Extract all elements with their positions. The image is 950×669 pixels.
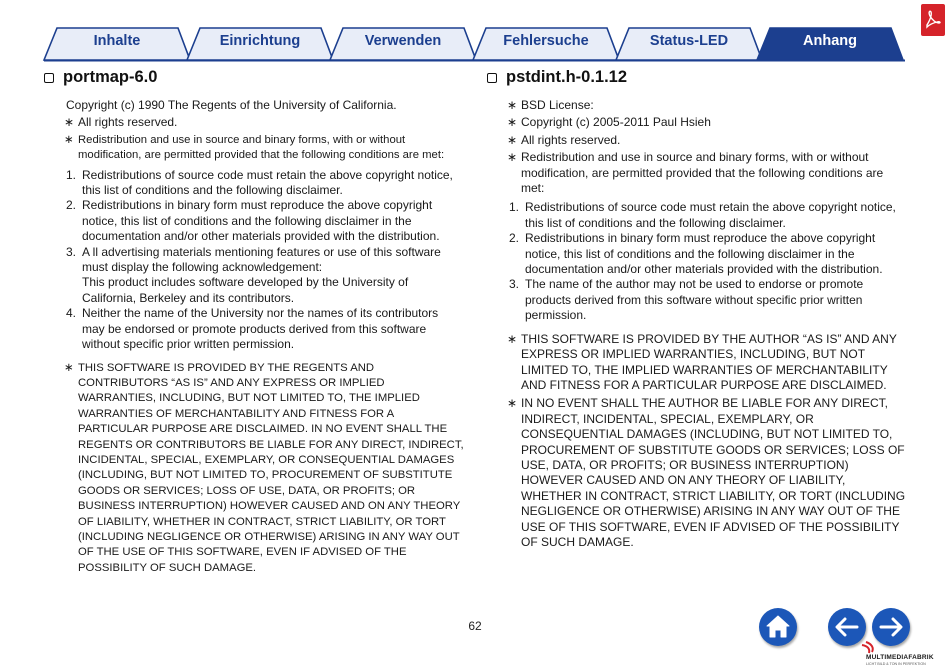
list-item — [507, 133, 907, 148]
condition-text: Redistributions of source code must retain the above copyright notice, this list of conditions and the following disclaimer. — [525, 200, 896, 230]
asterisk-bullet: ∗ — [64, 133, 74, 146]
asterisk-bullet: ∗ — [507, 98, 518, 112]
condition-item — [44, 245, 464, 307]
condition-text: A ll advertising materials mentioning features or use of this software must display the following acknowledgement: — [82, 244, 441, 275]
disclaimer-block — [507, 332, 907, 394]
item-number: 1. — [509, 200, 520, 215]
list-item-text: BSD License: — [521, 98, 594, 112]
disclaimer-text: THIS SOFTWARE IS PROVIDED BY THE AUTHOR “AS IS” AND ANY EXPRESS OR IMPLIED WARRANTIES, INCLUDING, BUT NOT LIMITED TO, THE IMPLIED WARRANTIES OF MERCHANTABILITY AND FITNESS FOR A PARTICULAR PURPOSE ARE DISCLAIMED. — [521, 331, 897, 392]
left-column — [44, 68, 464, 578]
asterisk-bullet: ∗ — [507, 115, 518, 130]
item-number: 3. — [66, 244, 77, 259]
tab-label-verwenden[interactable]: Verwenden — [364, 33, 442, 49]
list-item-text: Copyright (c) 2005-2011 Paul Hsieh — [521, 115, 711, 130]
list-item-text: Redistribution and use in source and binary forms, with or without modification, are permitted provided that the following conditions are met: — [78, 133, 445, 162]
condition-item — [44, 168, 464, 199]
item-number: 1. — [66, 167, 77, 182]
right-column — [487, 68, 907, 552]
condition-text: Redistributions in binary form must reproduce the above copyright notice, this list of conditions and the following disclaimer in the documentation and/or other materials provided with the distribution. — [525, 231, 883, 277]
condition-text: Redistributions in binary form must reproduce the above copyright notice, this list of conditions and the following disclaimer in the documentation and/or other materials provided with the distribution. — [82, 198, 440, 244]
condition-item — [487, 200, 907, 231]
tab-label-einrichtung[interactable]: Einrichtung — [219, 33, 301, 49]
item-number: 4. — [66, 306, 77, 321]
tab-label-anhang[interactable]: Anhang — [803, 33, 857, 49]
copyright-line: Copyright (c) 1990 The Regents of the University of California. — [66, 98, 397, 112]
condition-item — [44, 198, 464, 244]
checkbox-square-icon — [44, 73, 54, 83]
section-heading-pstdint — [487, 68, 907, 87]
section-heading-portmap — [44, 68, 464, 87]
list-item-text: All rights reserved. — [521, 132, 621, 147]
condition-item — [44, 306, 464, 352]
tab-label-status-led[interactable]: Status-LED — [649, 33, 729, 49]
home-icon — [759, 608, 797, 646]
home-button[interactable] — [759, 608, 797, 646]
item-number: 2. — [66, 198, 77, 213]
asterisk-bullet: ∗ — [64, 361, 74, 374]
section-title: portmap-6.0 — [63, 68, 158, 86]
numbered-conditions — [487, 200, 907, 323]
list-item-text: All rights reserved. — [78, 115, 178, 130]
list-item-text: Redistribution and use in source and binary forms, with or without modification, are permitted provided that the following conditions are met: — [521, 150, 884, 196]
disclaimer-text: THIS SOFTWARE IS PROVIDED BY THE REGENTS AND CONTRIBUTORS “AS IS” AND ANY EXPRESS OR IMPLIED WARRANTIES, INCLUDING, BUT NOT LIMITED TO, THE IMPLIED WARRANTIES OF MERCHANTABILITY AND FITNESS FOR A PARTICULAR PURPOSE ARE DISCLAIMED. IN NO EVENT SHALL THE REGENTS OR CONTRIBUTORS BE LIABLE FOR ANY DIRECT, INDIRECT, INCIDENTAL, SPECIAL, EXEMPLARY, OR CONSEQUENTIAL DAMAGES (INCLUDING, BUT NOT LIMITED TO, PROCUREMENT OF SUBSTITUTE GOODS OR SERVICES; LOSS OF USE, DATA, OR PROFITS; OR BUSINESS INTERRUPTION) HOWEVER CAUSED AND ON ANY THEORY OF LIABILITY, WHETHER IN CONTRACT, STRICT LIABILITY, OR TORT (INCLUDING NEGLIGENCE OR OTHERWISE) ARISING IN ANY WAY OUT OF THE USE OF THIS SOFTWARE, EVEN IF ADVISED OF THE POSSIBILITY OF SUCH DAMAGE. — [78, 361, 464, 574]
list-item — [64, 133, 464, 164]
asterisk-bullet: ∗ — [507, 150, 518, 165]
condition-item — [487, 231, 907, 277]
section-title: pstdint.h-0.1.12 — [506, 68, 628, 86]
tab-bar-graphic — [0, 0, 950, 62]
pdf-icon[interactable] — [921, 4, 945, 36]
condition-text: The name of the author may not be used to endorse or promote products derived from this software without specific prior written permission. — [525, 277, 864, 323]
item-number: 2. — [509, 231, 520, 246]
list-item — [507, 98, 907, 113]
acknowledgement-text: This product includes software developed by the University of California, Berkeley and its contributors. — [82, 275, 409, 305]
disclaimer-block — [64, 361, 464, 577]
asterisk-bullet: ∗ — [507, 132, 518, 147]
brand-tagline: LICHT BILD & TON IN PERFEKTION — [866, 662, 926, 666]
tab-bar — [0, 0, 950, 62]
list-item — [64, 115, 464, 130]
item-number: 3. — [509, 277, 520, 292]
condition-text: Neither the name of the University nor the names of its contributors may be endorsed or promote products derived from this software without specific prior written permission. — [82, 306, 439, 352]
tab-label-inhalte[interactable]: Inhalte — [93, 33, 141, 49]
asterisk-bullet: ∗ — [64, 115, 75, 130]
brand-name: MULTIMEDIAFABRIK — [866, 654, 934, 661]
list-item — [507, 115, 907, 130]
asterisk-bullet: ∗ — [507, 331, 518, 346]
condition-text: Redistributions of source code must retain the above copyright notice, this list of conditions and the following disclaimer. — [82, 167, 453, 198]
list-item — [507, 150, 907, 196]
disclaimer-block — [507, 396, 907, 550]
page-number: 62 — [468, 619, 482, 633]
tab-label-fehlersuche[interactable]: Fehlersuche — [503, 33, 589, 49]
numbered-conditions — [44, 168, 464, 353]
asterisk-bullet: ∗ — [507, 396, 518, 411]
disclaimer-text: IN NO EVENT SHALL THE AUTHOR BE LIABLE FOR ANY DIRECT, INDIRECT, INCIDENTAL, SPECIAL, EXEMPLARY, OR CONSEQUENTIAL DAMAGES (INCLUDING, BUT NOT LIMITED TO, PROCUREMENT OF SUBSTITUTE GOODS OR SERVICES; LOSS OF USE, DATA, OR PROFITS; OR BUSINESS INTERRUPTION) HOWEVER CAUSED AND ON ANY THEORY OF LIABILITY, WHETHER IN CONTRACT, STRICT LIABILITY, OR TORT (INCLUDING NEGLIGENCE OR OTHERWISE) ARISING IN ANY WAY OUT OF THE USE OF THIS SOFTWARE, EVEN IF ADVISED OF THE POSSIBILITY OF SUCH DAMAGE. — [521, 396, 906, 549]
condition-item — [487, 277, 907, 323]
checkbox-square-icon — [487, 73, 497, 83]
